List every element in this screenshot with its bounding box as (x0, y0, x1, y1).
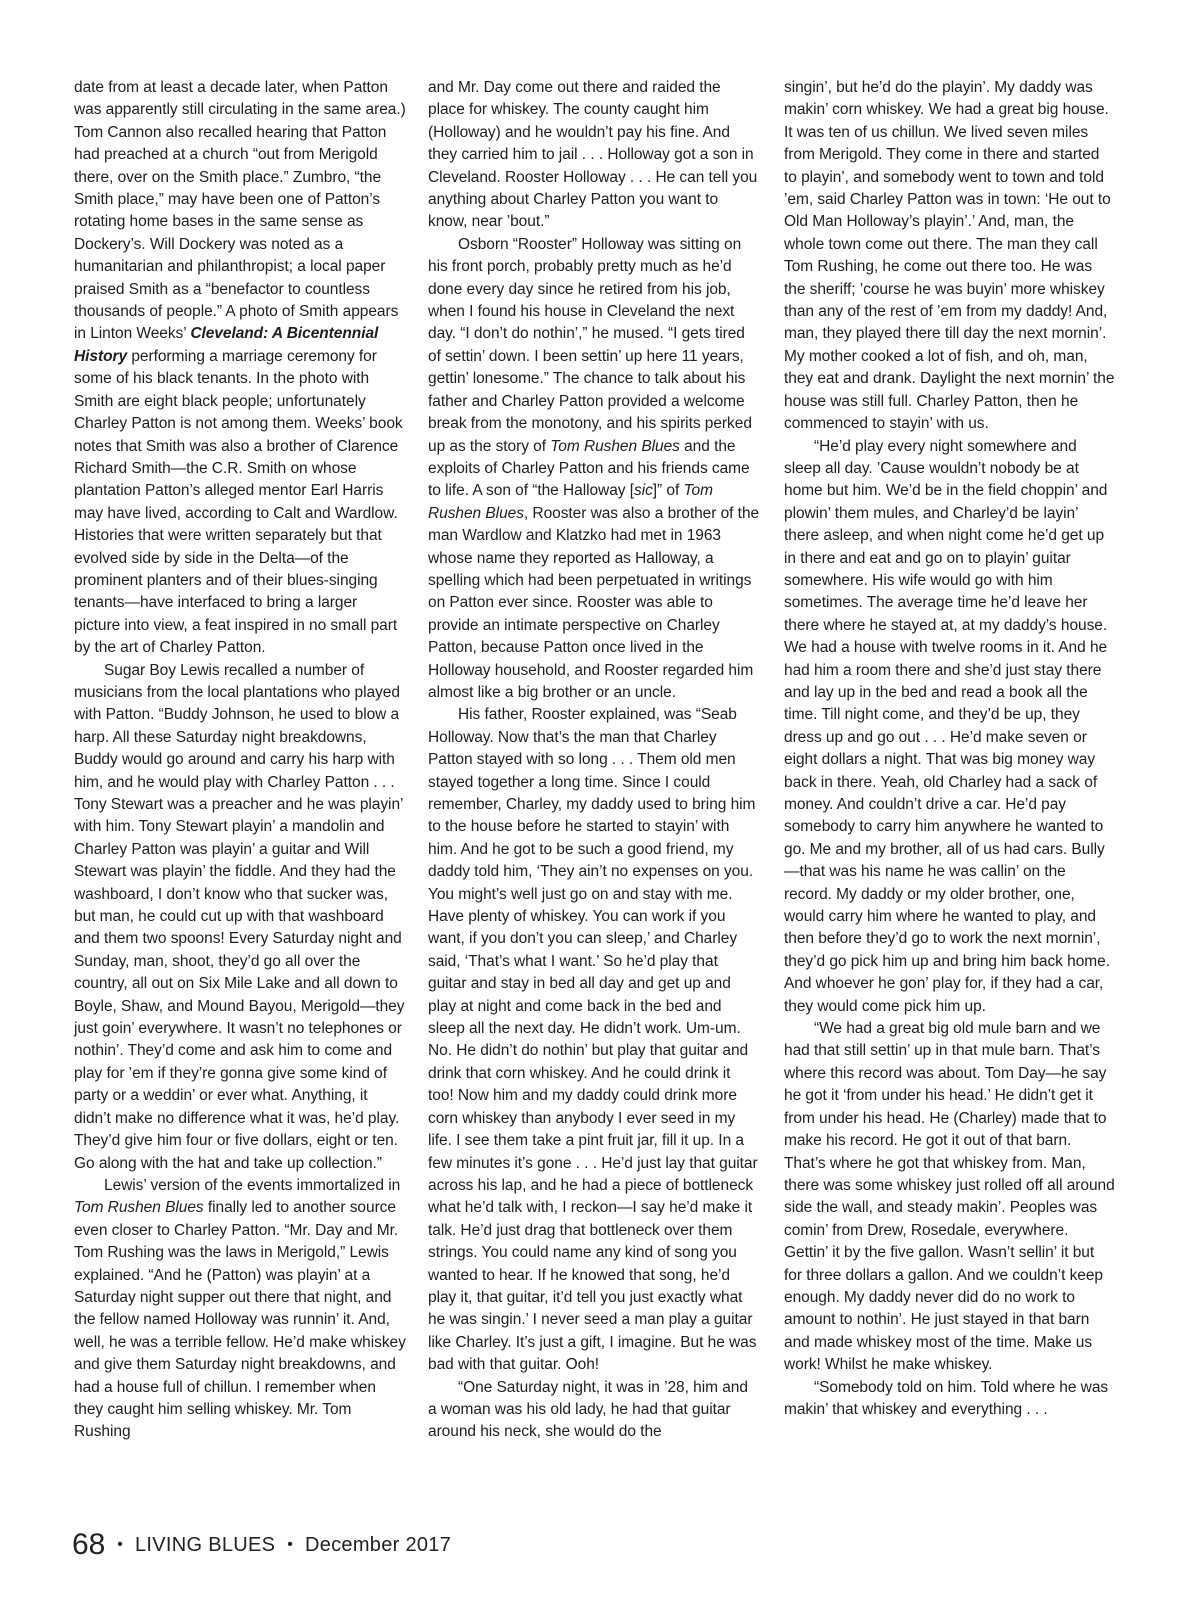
issue-date: December 2017 (304, 1534, 452, 1556)
text-run: , Rooster was also a brother of the man Wardlow and Klatzko had met in 1963 whose name they reported as Halloway, a spelling which had been perpetuated in writings on Patton ever since. Rooster was able to provide an intimate perspective on Charley Patton, because Patton once lived in the Holloway household, and Rooster regarded him almost like a big brother or an uncle. (428, 504, 760, 701)
bullet-separator: • (117, 1536, 124, 1553)
book-title: Cleveland: A Bicentennial History (74, 325, 379, 365)
text-run: ]” of (652, 482, 684, 500)
paragraph (428, 234, 760, 705)
song-title: Tom Rushen Blues (428, 482, 713, 522)
paragraph: “One Saturday night, it was in ’28, him and a woman was his old lady, he had that guitar around his neck, she would do the (428, 1378, 748, 1441)
page-footer (72, 1528, 451, 1562)
column-3 (784, 77, 1116, 1421)
text-run: finally led to another source even closer to Charley Patton. “Mr. Day and Mr. Tom Rushing was the laws in Merigold,” Lewis explained. “And he (Patton) was playin’ at a Saturday night supper out there that night, and the fellow named Holloway was runnin’ it. And, well, he was a terrible fellow. He’d make whiskey and give them Saturday night breakdowns, and had a house full of chillun. I remember when they caught him selling whiskey. Mr. Tom Rushing (74, 1199, 406, 1441)
column-1 (74, 77, 406, 1444)
text-run: date from at least a decade later, when Patton was apparently still circulating in the same area.) Tom Cannon also recalled hearing that Patton had preached at a church “out from Merigold there, over on the Smith place.” Zumbro, “the Smith place,” may have been one of Patton’s rotating home bases in the same sense as Dockery’s. Will Dockery was noted as a humanitarian and philanthropist; a local paper praised Smith as a “benefactor to countless thousands of people.” A photo of Smith appears in Linton Weeks’ (74, 79, 406, 343)
paragraph: “Somebody told on him. Told where he was makin’ that whiskey and everything . . . (784, 1378, 1109, 1418)
paragraph: and Mr. Day come out there and raided the place for whiskey. The county caught him (Holloway) and he wouldn’t pay his fine. And they carried him to jail . . . Holloway got a son in Cleveland. Rooster Holloway . . . He can tell you anything about Charley Patton you want to know, near ’bout.” (428, 79, 758, 231)
paragraph: singin’, but he’d do the playin’. My daddy was makin’ corn whiskey. We had a great big house. It was ten of us chillun. We lived seven miles from Merigold. They come in there and started to playin’, and somebody went to town and told ’em, said Charley Patton was in town: ‘He out to Old Man Holloway’s playin’.’ And, man, the whole town come out there. The man they call Tom Rushing, he come out there too. He was the sheriff; ’course he was buyin’ more whiskey than any of the rest of ’em from my daddy! And, man, they played there till day the next mornin’. My mother cooked a lot of fish, and oh, man, they eat and drank. Daylight the next mornin’ the house was still full. Charley Patton, then he commenced to stayin’ with us. (784, 79, 1115, 433)
sic-note: sic (634, 482, 653, 500)
text-run: Osborn “Rooster” Holloway was sitting on his front porch, probably pretty much as he’d done every day since he retired from his job, when I found his house in Cleveland the next day. “I don’t do nothin’,” he mused. “I gets tired of settin’ down. I been settin’ up here 11 years, gettin’ lonesome.” The chance to talk about his father and Charley Patton provided a welcome break from the monotony, and his spirits perked up as the story of (428, 235, 752, 455)
paragraph: Sugar Boy Lewis recalled a number of musicians from the local plantations who played with Patton. “Buddy Johnson, he used to blow a harp. All these Saturday night breakdowns, Buddy would go around and carry his harp with him, and he would play with Charley Patton . . . Tony Stewart was a preacher and he was playin’ with him. Tony Stewart playin’ a mandolin and Charley Patton was playin’ a guitar and Will Stewart was playin’ the fiddle. And they had the washboard, I don’t know who that sucker was, but man, he could cut up with that washboard and them two spoons! Every Saturday night and Sunday, man, shoot, they’d go all over the country, all out on Six Mile Lake and all down to Boyle, Shaw, and Mound Bayou, Merigold—they just goin’ everywhere. It wasn’t no telephones or nothin’. They’d come and ask him to come and play for ’em if they’re gonna give some kind of party or a weddin’ or ever what. Anything, it didn’t make no difference what it was, he’d play. They’d give him four or five dollars, eight or ten. Go along with the hat and take up collection.” (74, 661, 405, 1172)
song-title: Tom Rushen Blues (550, 437, 680, 455)
text-run: Lewis’ version of the events immortalized in (104, 1176, 401, 1194)
bullet-separator: • (287, 1536, 294, 1553)
column-2 (428, 77, 760, 1444)
magazine-name: LIVING BLUES (135, 1534, 276, 1556)
paragraph (74, 1175, 406, 1444)
paragraph: “He’d play every night somewhere and sleep all day. ’Cause wouldn’t nobody be at home but him. We’d be in the field choppin’ and plowin’ them mules, and Charley’d be layin’ there asleep, and when night come he’d get up in there and eat and go on to playin’ guitar somewhere. His wife would go with him sometimes. The average time he’d leave her there where he stayed at, at my daddy’s house. We had a house with twelve rooms in it. And he had him a room there and she’d just stay there and lay up in the bed and read a book all the time. Till night come, and they’d be up, they dress up and go out . . . He’d make seven or eight dollars a night. That was big money way back in there. Yeah, old Charley had a sack of money. And couldn’t drive a car. He’d pay somebody to carry him anywhere he wanted to go. Me and my brother, all of us had cars. Bully—that was his name he was callin’ on the record. My daddy or my older brother, one, would carry him where he wanted to play, and then before they’d go to work the next mornin’, they’d go pick him up and bring him back home. And whoever he gon’ play for, if they had a car, they would come pick him up. (784, 437, 1110, 1015)
text-run: and the exploits of Charley Patton and his friends came to life. A son of “the Halloway [ (428, 437, 750, 500)
paragraph: His father, Rooster explained, was “Seab Holloway. Now that’s the man that Charley Patton stayed with so long . . . Them old men stayed together a long time. Since I could remember, Charley, my daddy used to bring him to the house before he started to stayin’ with him. And he got to be such a good friend, my daddy told him, ‘They ain’t no expenses on you. You might’s well just go on and stay with me. Have plenty of whiskey. You can work if you want, if you don’t you can sleep,’ and Charley said, ‘That’s what I want.’ So he’d play that guitar and stay in bed all day and get up and play at night and come back in the bed and sleep all the next day. He didn’t work. Um-um. No. He didn’t do nothin’ but play that guitar and drink that corn whiskey. And he could drink it too! Now him and my daddy could drink more corn whiskey than anybody I ever seed in my life. I see them take a pint fruit jar, fill it up. In a few minutes it’s gone . . . He’d just lay that guitar across his lap, and he had a piece of bottleneck what he’d talk with, I reckon—I say he’d make it talk. He’d just drag that bottleneck over them strings. You could name any kind of song you wanted to hear. If he knowed that song, he’d play it, that guitar, it’d tell you just exactly what he was singin.’ I never seed a man play a guitar like Charley. It’s just a gift, I imagine. But he was bad with that guitar. Ooh! (428, 706, 758, 1374)
paragraph (74, 77, 406, 660)
text-run: performing a marriage ceremony for some of his black tenants. In the photo with Smith are eight black people; unfortunately Charley Patton is not among them. Weeks’ book notes that Smith was also a brother of Clarence Richard Smith—the C.R. Smith on whose plantation Patton’s alleged mentor Earl Harris may have lived, according to Calt and Wardlow. Histories that were written separately but that evolved side by side in the Delta—of the prominent planters and of their blues-singing tenants—have interfaced to bring a larger picture into view, a feat inspired in no small part by the art of Charley Patton. (74, 347, 403, 657)
page-number: 68 (72, 1528, 106, 1561)
song-title: Tom Rushen Blues (74, 1199, 204, 1217)
paragraph: “We had a great big old mule barn and we had that still settin’ up in that mule barn. That’s where this record was about. Tom Day—he say he got it ‘from under his head.’ He didn’t get it from under his head. He (Charley) made that to make his record. He got it out of that barn. That’s where he got that whiskey from. Man, there was some whiskey just rolled off all around side the wall, and steady makin’. Peoples was comin’ from Drew, Rosedale, everywhere. Gettin’ it by the five gallon. Wasn’t sellin’ it but for three dollars a gallon. And we couldn’t keep enough. My daddy never did do no work to amount to nothin’. He just stayed in that barn and made whiskey most of the time. Make us work! Whilst he make whiskey. (784, 1020, 1115, 1374)
